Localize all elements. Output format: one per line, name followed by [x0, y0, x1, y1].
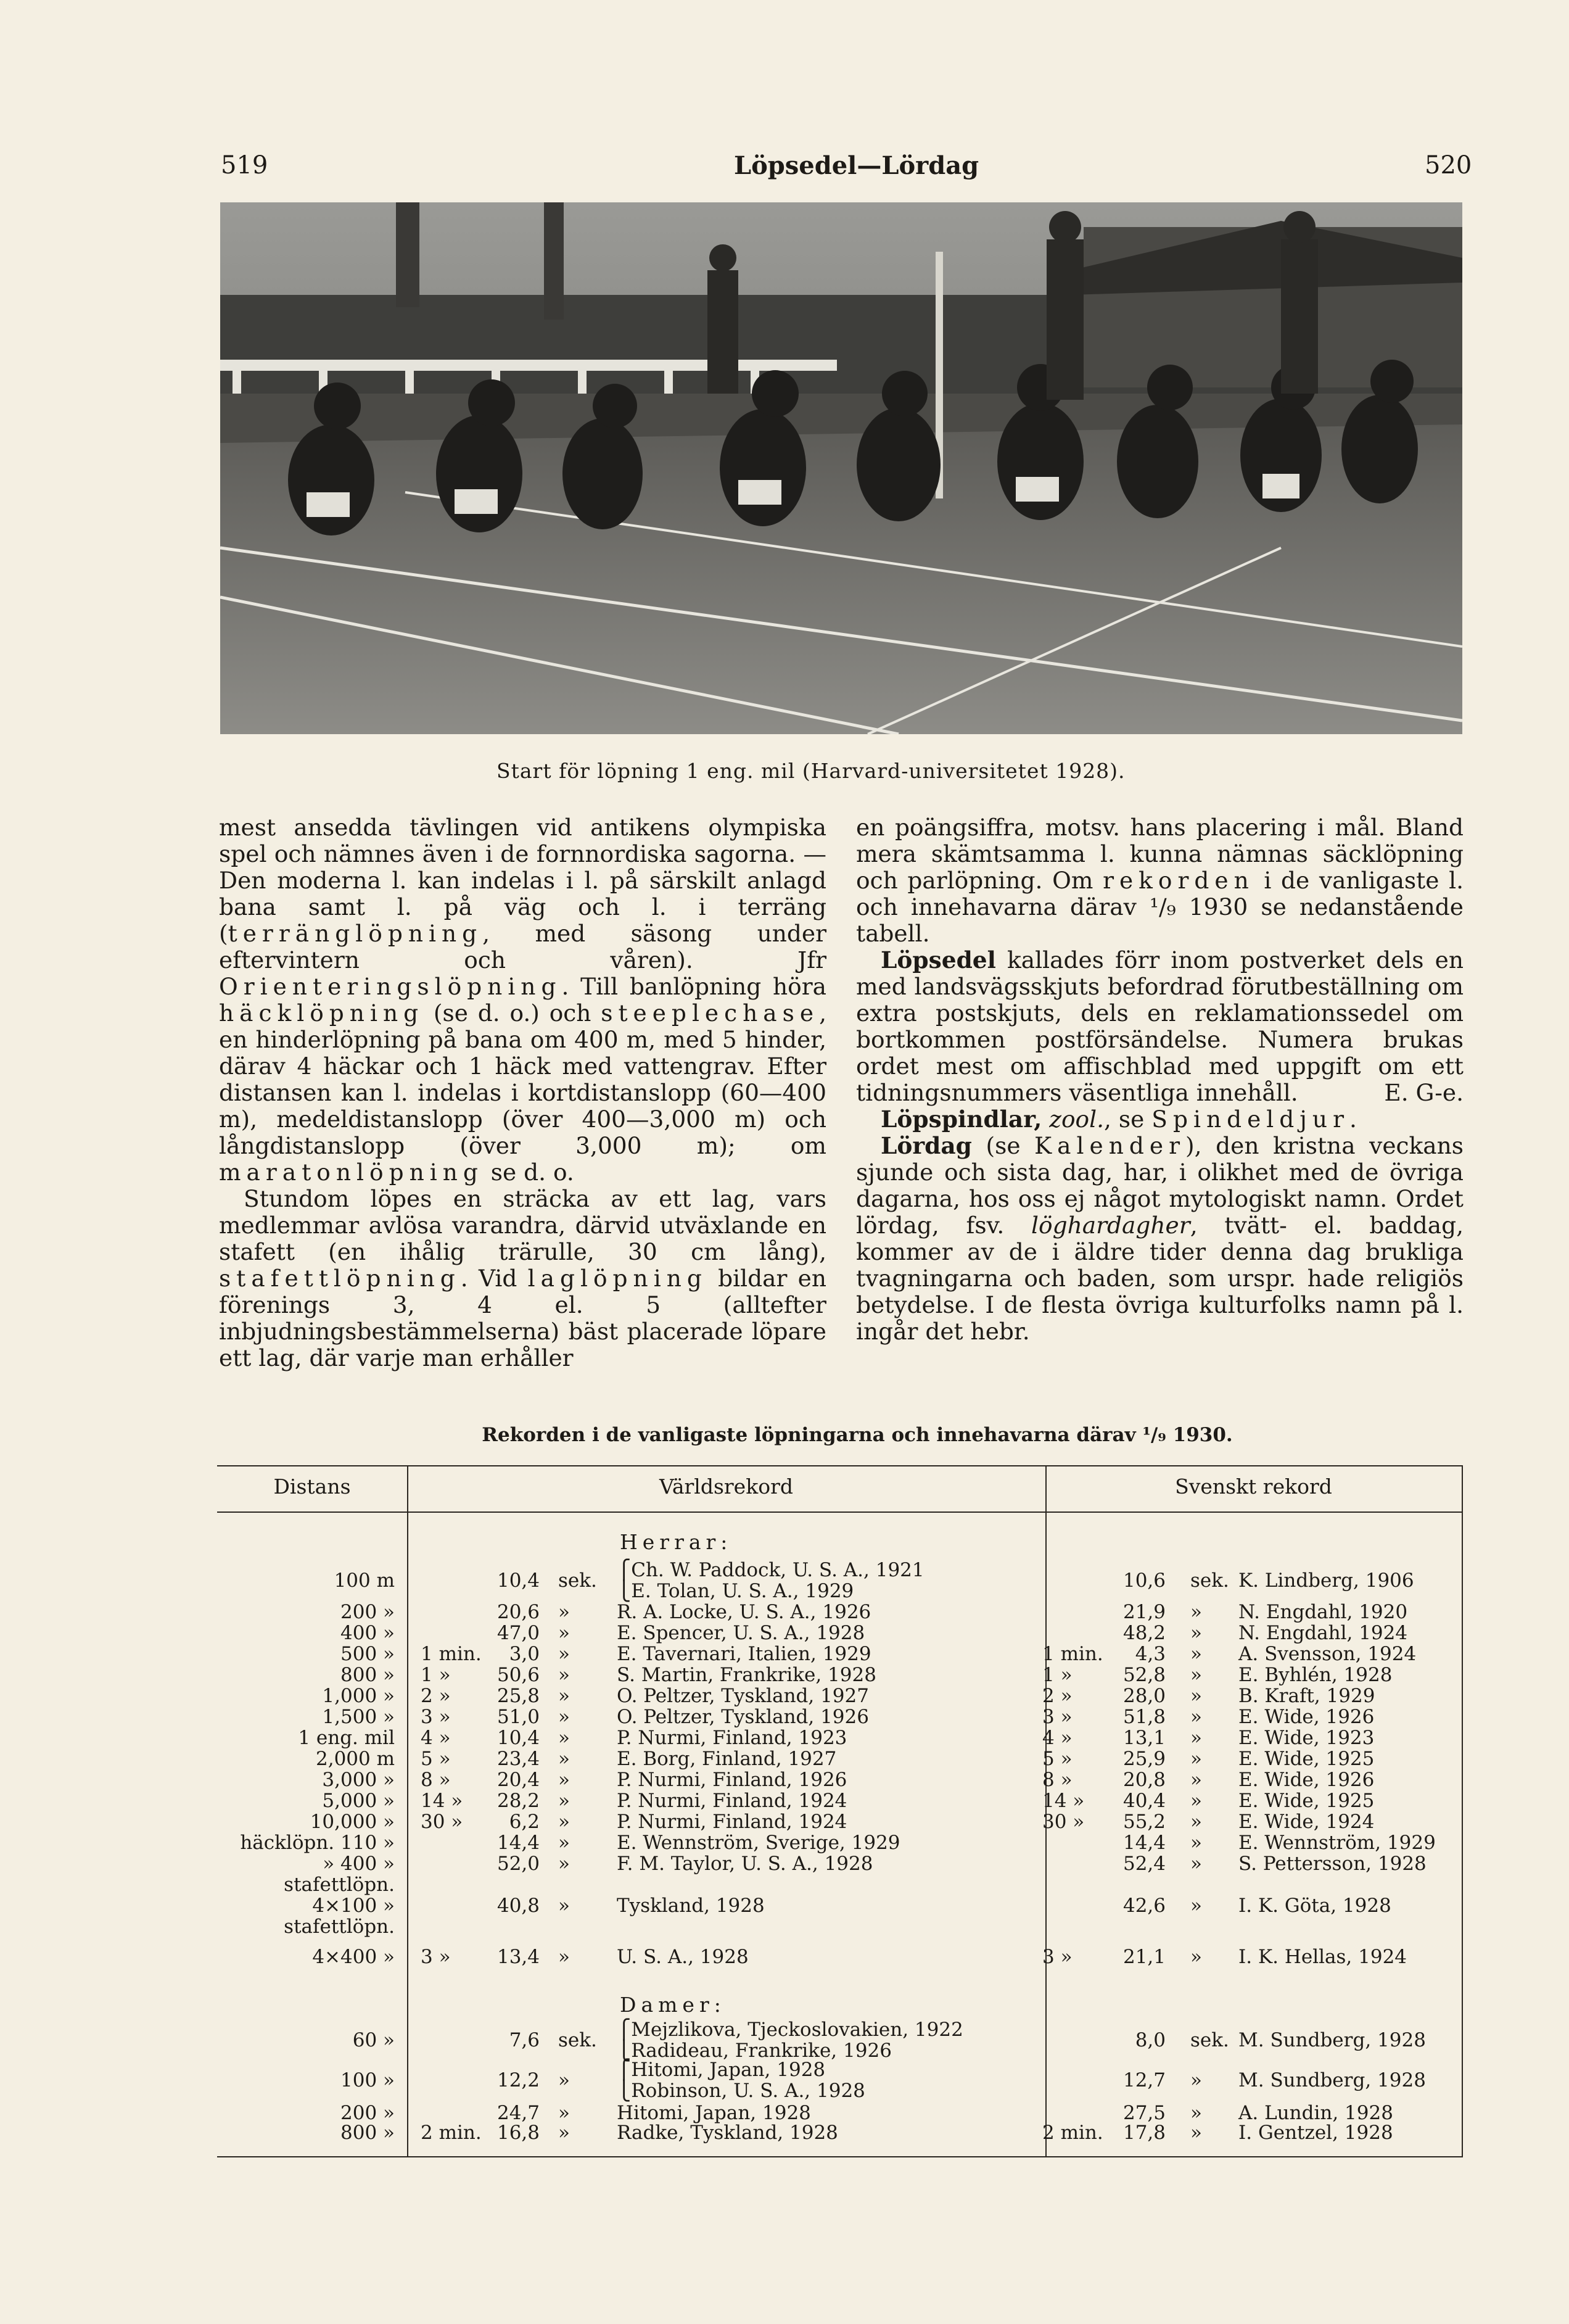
- swedish-minutes: 14 »: [1042, 1790, 1085, 1812]
- world-seconds: 24,7: [496, 2102, 540, 2124]
- headword: Lördag: [881, 1132, 972, 1159]
- world-unit: »: [558, 1664, 570, 1686]
- paragraph-records-intro: en poängsiffra, motsv. hans placering i mål. Bland mera skämtsamma l. kunna nämnas säcklöpning och parlöpning. Om rekorden i de vanligaste l. och innehavarna därav ¹/₉ 1930 se nedanstående tabell.: [856, 814, 1464, 947]
- distance-cell: 4×400 »: [312, 1946, 395, 1968]
- world-unit: sek.: [558, 2029, 597, 2051]
- distance-cell: » 400 »: [323, 1853, 395, 1875]
- swedish-unit: »: [1190, 1664, 1202, 1686]
- swedish-seconds: 4,3: [1135, 1643, 1166, 1665]
- table-row: [222, 1874, 1462, 1895]
- table-row: [222, 2122, 1462, 2143]
- world-unit: »: [558, 2069, 570, 2091]
- header-swedish-record: Svenskt rekord: [1175, 1474, 1332, 1499]
- swedish-unit: »: [1190, 2069, 1202, 2091]
- swedish-holder: E. Wennström, 1929: [1238, 1832, 1436, 1854]
- distance-cell: 200 »: [340, 2102, 395, 2124]
- table-row: [222, 1748, 1462, 1769]
- swedish-holder: A. Lundin, 1928: [1238, 2102, 1393, 2124]
- paragraph-relay: Stundom löpes en sträcka av ett lag, vars medlemmar avlösa varandra, därvid utväxlande en stafett (en ihålig trärulle, 30 cm lång), stafettlöpning. Vid laglöpning bildar en förenings 3, 4 el. 5 (alltefter inbjudningsbestämmelserna) bäst placerade löpare ett lag, där varje man erhåller: [219, 1185, 826, 1371]
- swedish-unit: sek.: [1190, 1569, 1229, 1592]
- group-label-men: Herrar:: [620, 1530, 733, 1554]
- swedish-unit: sek.: [1190, 2029, 1229, 2051]
- swedish-seconds: 28,0: [1122, 1685, 1166, 1707]
- distance-cell: 1,500 »: [322, 1706, 395, 1728]
- world-unit: »: [558, 1811, 570, 1833]
- world-minutes: 2 »: [421, 1685, 451, 1707]
- swedish-seconds: 8,0: [1135, 2029, 1166, 2051]
- paragraph-running-types: mest ansedda tävlingen vid antikens olympiska spel och nämnes även i de fornnordiska sagorna. — Den moderna l. kan indelas i l. på särskilt anlagd bana samt l. på väg och l. i terräng (terränglöpning, med säsong under eftervintern och våren). Jfr Orienteringslöpning. Till banlöpning höra häcklöpning (se d. o.) och steeplechase, en hinderlöpning på bana om 400 m, med 5 hinder, därav 4 häckar och 1 häck med vattengrav. Efter distansen kan l. indelas i kortdistanslopp (60—400 m), medeldistanslopp (över 400—3,000 m) och långdistanslopp (över 3,000 m); om maratonlöpning se d. o.: [219, 814, 826, 1186]
- world-minutes: 8 »: [421, 1769, 451, 1791]
- world-seconds: 51,0: [496, 1706, 540, 1728]
- world-unit: »: [558, 1790, 570, 1812]
- swedish-seconds: 51,8: [1122, 1706, 1166, 1728]
- table-row: [222, 1685, 1462, 1706]
- distance-cell: 200 »: [340, 1601, 395, 1623]
- swedish-unit: »: [1190, 2122, 1202, 2144]
- race-start-illustration: [220, 202, 1462, 734]
- swedish-seconds: 14,4: [1122, 1832, 1166, 1854]
- swedish-unit: »: [1190, 1622, 1202, 1644]
- table-row: [222, 1664, 1462, 1685]
- distance-cell: 500 »: [340, 1643, 395, 1665]
- swedish-unit: »: [1190, 1601, 1202, 1623]
- distance-cell: 60 »: [352, 2029, 395, 2051]
- table-row: [222, 1946, 1462, 1967]
- world-holder: S. Martin, Frankrike, 1928: [617, 1664, 876, 1686]
- table-row: [222, 2059, 1462, 2102]
- world-seconds: 10,4: [496, 1569, 540, 1592]
- distance-cell: 10,000 »: [310, 1811, 395, 1833]
- table-row: [222, 1832, 1462, 1853]
- world-seconds: 13,4: [496, 1946, 540, 1968]
- cross-reference: Orienteringslöpning: [219, 973, 562, 1000]
- swedish-seconds: 20,8: [1122, 1769, 1166, 1791]
- swedish-holder: N. Engdahl, 1924: [1238, 1622, 1408, 1644]
- world-seconds: 3,0: [509, 1643, 540, 1665]
- world-minutes: 14 »: [421, 1790, 463, 1812]
- distance-cell: 400 »: [340, 1622, 395, 1644]
- world-holder: E. Spencer, U. S. A., 1928: [617, 1622, 865, 1644]
- table-row: [222, 1706, 1462, 1727]
- world-holder: U. S. A., 1928: [617, 1946, 749, 1968]
- world-seconds: 23,4: [496, 1748, 540, 1770]
- swedish-holder: E. Wide, 1925: [1238, 1790, 1375, 1812]
- entry-lopspindlar: Löpspindlar, zool., se Spindeldjur.: [881, 1106, 1357, 1133]
- headword: Löpspindlar,: [881, 1106, 1042, 1133]
- swedish-minutes: 2 »: [1042, 1685, 1073, 1707]
- world-seconds: 20,6: [496, 1601, 540, 1623]
- world-holder: E. Borg, Finland, 1927: [617, 1748, 837, 1770]
- world-seconds: 16,8: [496, 2122, 540, 2144]
- world-holder: ⎧Ch. W. Paddock, U. S. A., 1921 ⎩E. Tolan, U. S. A., 1929: [617, 1559, 925, 1602]
- world-minutes: 5 »: [421, 1748, 451, 1770]
- race-start-photo: [220, 202, 1462, 734]
- swedish-unit: »: [1190, 1832, 1202, 1854]
- swedish-unit: »: [1190, 1895, 1202, 1917]
- author-signature: E. G-e.: [1384, 1079, 1464, 1106]
- world-unit: »: [558, 1643, 570, 1665]
- world-holder: ⎧Mejzlikova, Tjeckoslovakien, 1922 ⎩Radideau, Frankrike, 1926: [617, 2019, 963, 2062]
- swedish-unit: »: [1190, 1853, 1202, 1875]
- table-header-rule: [217, 1511, 1463, 1513]
- swedish-seconds: 40,4: [1122, 1790, 1166, 1812]
- table-row: [222, 2103, 1462, 2123]
- swedish-seconds: 27,5: [1122, 2102, 1166, 2124]
- swedish-holder: E. Wide, 1924: [1238, 1811, 1375, 1833]
- world-holder: P. Nurmi, Finland, 1924: [617, 1790, 847, 1812]
- distance-cell: 3,000 »: [322, 1769, 395, 1791]
- world-unit: »: [558, 1748, 570, 1770]
- world-seconds: 28,2: [496, 1790, 540, 1812]
- swedish-seconds: 12,7: [1122, 2069, 1166, 2091]
- swedish-unit: »: [1190, 1811, 1202, 1833]
- swedish-holder: I. K. Göta, 1928: [1238, 1895, 1391, 1917]
- distance-cell: stafettlöpn.: [284, 1916, 395, 1938]
- world-holder: Hitomi, Japan, 1928: [617, 2102, 811, 2124]
- table-row: [222, 1727, 1462, 1748]
- world-unit: »: [558, 1895, 570, 1917]
- swedish-unit: »: [1190, 1727, 1202, 1749]
- table-row: [222, 1811, 1462, 1832]
- distance-cell: 1,000 »: [322, 1685, 395, 1707]
- page-number-left: 519: [221, 151, 268, 180]
- swedish-holder: A. Svensson, 1924: [1238, 1643, 1417, 1665]
- world-seconds: 12,2: [496, 2069, 540, 2091]
- world-seconds: 47,0: [496, 1622, 540, 1644]
- distance-cell: 2,000 m: [316, 1748, 395, 1770]
- swedish-minutes: 8 »: [1042, 1769, 1073, 1791]
- world-unit: »: [558, 1601, 570, 1623]
- world-holder: O. Peltzer, Tyskland, 1926: [617, 1706, 869, 1728]
- world-holder: O. Peltzer, Tyskland, 1927: [617, 1685, 869, 1707]
- world-unit: »: [558, 2122, 570, 2144]
- photo-caption: Start för löpning 1 eng. mil (Harvard-universitetet 1928).: [496, 759, 1126, 783]
- entry-lopsedel: Löpsedel kallades förr inom postverket dels en med landsvägsskjuts befordrad förutbeställning om extra postskjuts, dels en reklamationssedel om bortkommen postförsändelse. Numera brukas ordet mest om affischblad med uppgift om ett tidningsnummers väsentliga innehåll. E. G-e.: [856, 946, 1464, 1106]
- swedish-seconds: 42,6: [1122, 1895, 1166, 1917]
- world-holder: E. Wennström, Sverige, 1929: [617, 1832, 900, 1854]
- swedish-minutes: 4 »: [1042, 1727, 1073, 1749]
- world-seconds: 20,4: [496, 1769, 540, 1791]
- world-seconds: 52,0: [496, 1853, 540, 1875]
- header-world-record: Världsrekord: [659, 1474, 793, 1499]
- swedish-holder: M. Sundberg, 1928: [1238, 2069, 1426, 2091]
- distance-cell: stafettlöpn.: [284, 1874, 395, 1896]
- table-row: [222, 1895, 1462, 1916]
- swedish-seconds: 48,2: [1122, 1622, 1166, 1644]
- swedish-unit: »: [1190, 1685, 1202, 1707]
- headword: Löpsedel: [881, 946, 996, 974]
- swedish-holder: B. Kraft, 1929: [1238, 1685, 1375, 1707]
- world-holder: E. Tavernari, Italien, 1929: [617, 1643, 871, 1665]
- swedish-seconds: 13,1: [1122, 1727, 1166, 1749]
- world-holder: F. M. Taylor, U. S. A., 1928: [617, 1853, 873, 1875]
- table-row: [222, 1769, 1462, 1790]
- swedish-holder: I. K. Hellas, 1924: [1238, 1946, 1407, 1968]
- swedish-holder: K. Lindberg, 1906: [1238, 1569, 1414, 1592]
- world-holder: ⎧Hitomi, Japan, 1928 ⎩Robinson, U. S. A., 1928: [617, 2059, 865, 2102]
- swedish-unit: »: [1190, 1643, 1202, 1665]
- world-unit: »: [558, 1832, 570, 1854]
- world-holder: Tyskland, 1928: [617, 1895, 765, 1917]
- distance-cell: 800 »: [340, 1664, 395, 1686]
- swedish-holder: E. Wide, 1926: [1238, 1769, 1375, 1791]
- world-minutes: 4 »: [421, 1727, 451, 1749]
- table-row: [222, 1853, 1462, 1874]
- swedish-holder: E. Wide, 1925: [1238, 1748, 1375, 1770]
- swedish-minutes: 30 »: [1042, 1811, 1085, 1833]
- table-title: Rekorden i de vanligaste löpningarna och innehavarna därav ¹/₉ 1930.: [482, 1424, 1233, 1446]
- world-minutes: 3 »: [421, 1946, 451, 1968]
- world-minutes: 1 »: [421, 1664, 451, 1686]
- world-unit: »: [558, 1622, 570, 1644]
- world-minutes: 1 min.: [421, 1643, 482, 1665]
- swedish-seconds: 10,6: [1122, 1569, 1166, 1592]
- world-seconds: 25,8: [496, 1685, 540, 1707]
- world-holder: P. Nurmi, Finland, 1926: [617, 1769, 847, 1791]
- world-unit: »: [558, 1685, 570, 1707]
- distance-cell: 4×100 »: [312, 1895, 395, 1917]
- swedish-minutes: 5 »: [1042, 1748, 1073, 1770]
- swedish-unit: »: [1190, 1769, 1202, 1791]
- table-row: [222, 1559, 1462, 1602]
- world-holder: P. Nurmi, Finland, 1924: [617, 1811, 847, 1833]
- swedish-unit: »: [1190, 2102, 1202, 2124]
- world-seconds: 7,6: [509, 2029, 540, 2051]
- swedish-unit: »: [1190, 1946, 1202, 1968]
- world-unit: »: [558, 1706, 570, 1728]
- entry-lordag: Lördag (se Kalender), den kristna veckans sjunde och sista dag, har, i olikhet med de övriga dagarna, hos oss ej något mytologiskt namn. Ordet lördag, fsv. löghardagher, tvätt- el. baddag, kommer av de i äldre tider denna dag brukliga tvagningarna och baden, som urspr. hade religiös betydelse. I de flesta övriga kulturfolks namn på l. ingår det hebr.: [856, 1132, 1464, 1345]
- header-distance: Distans: [273, 1474, 351, 1499]
- world-unit: »: [558, 2102, 570, 2124]
- world-seconds: 6,2: [509, 1811, 540, 1833]
- swedish-minutes: 1 »: [1042, 1664, 1073, 1686]
- world-minutes: 30 »: [421, 1811, 463, 1833]
- world-unit: »: [558, 1946, 570, 1968]
- world-minutes: 2 min.: [421, 2122, 482, 2144]
- swedish-minutes: 3 »: [1042, 1946, 1073, 1968]
- swedish-holder: E. Wide, 1926: [1238, 1706, 1375, 1728]
- swedish-unit: »: [1190, 1748, 1202, 1770]
- swedish-holder: E. Wide, 1923: [1238, 1727, 1375, 1749]
- distance-cell: 800 »: [340, 2122, 395, 2144]
- world-minutes: 3 »: [421, 1706, 451, 1728]
- world-seconds: 14,4: [496, 1832, 540, 1854]
- swedish-minutes: 1 min.: [1042, 1643, 1103, 1665]
- page-number-right: 520: [1425, 151, 1472, 180]
- swedish-seconds: 21,9: [1122, 1601, 1166, 1623]
- swedish-seconds: 17,8: [1122, 2122, 1166, 2144]
- cross-reference: Spindeldjur: [1151, 1106, 1349, 1133]
- table-row: [222, 1916, 1462, 1937]
- swedish-unit: »: [1190, 1706, 1202, 1728]
- cross-reference: Kalender: [1034, 1132, 1185, 1159]
- table-row: [222, 1790, 1462, 1811]
- swedish-minutes: 2 min.: [1042, 2122, 1103, 2144]
- column-divider: [1462, 1465, 1463, 2156]
- swedish-seconds: 52,8: [1122, 1664, 1166, 1686]
- swedish-minutes: 3 »: [1042, 1706, 1073, 1728]
- world-unit: »: [558, 1853, 570, 1875]
- world-seconds: 40,8: [496, 1895, 540, 1917]
- world-unit: »: [558, 1727, 570, 1749]
- table-row: [222, 1623, 1462, 1644]
- running-title: Löpsedel—Lördag: [734, 151, 979, 180]
- swedish-holder: S. Pettersson, 1928: [1238, 1853, 1427, 1875]
- swedish-holder: N. Engdahl, 1920: [1238, 1601, 1408, 1623]
- table-row: [222, 1602, 1462, 1623]
- distance-cell: 100 »: [340, 2069, 395, 2091]
- swedish-unit: »: [1190, 1790, 1202, 1812]
- world-unit: »: [558, 1769, 570, 1791]
- swedish-holder: M. Sundberg, 1928: [1238, 2029, 1426, 2051]
- group-label-women: Damer:: [620, 1993, 726, 2017]
- swedish-seconds: 25,9: [1122, 1748, 1166, 1770]
- distance-cell: 1 eng. mil: [298, 1727, 395, 1749]
- distance-cell: 5,000 »: [322, 1790, 395, 1812]
- swedish-holder: E. Byhlén, 1928: [1238, 1664, 1393, 1686]
- world-unit: sek.: [558, 1569, 597, 1592]
- text-column-right: [856, 814, 1464, 1345]
- distance-cell: 100 m: [334, 1569, 395, 1592]
- text-column-left: [219, 814, 826, 1371]
- world-holder: R. A. Locke, U. S. A., 1926: [617, 1601, 871, 1623]
- swedish-seconds: 52,4: [1122, 1853, 1166, 1875]
- world-holder: P. Nurmi, Finland, 1923: [617, 1727, 847, 1749]
- world-seconds: 10,4: [496, 1727, 540, 1749]
- table-top-rule: [217, 1465, 1463, 1466]
- swedish-seconds: 21,1: [1122, 1946, 1166, 1968]
- table-row: [222, 2019, 1462, 2062]
- world-seconds: 50,6: [496, 1664, 540, 1686]
- distance-cell: häcklöpn. 110 »: [240, 1832, 395, 1854]
- world-holder: Radke, Tyskland, 1928: [617, 2122, 838, 2144]
- table-row: [222, 1644, 1462, 1664]
- table-bottom-rule: [217, 2156, 1463, 2157]
- swedish-seconds: 55,2: [1122, 1811, 1166, 1833]
- swedish-holder: I. Gentzel, 1928: [1238, 2122, 1393, 2144]
